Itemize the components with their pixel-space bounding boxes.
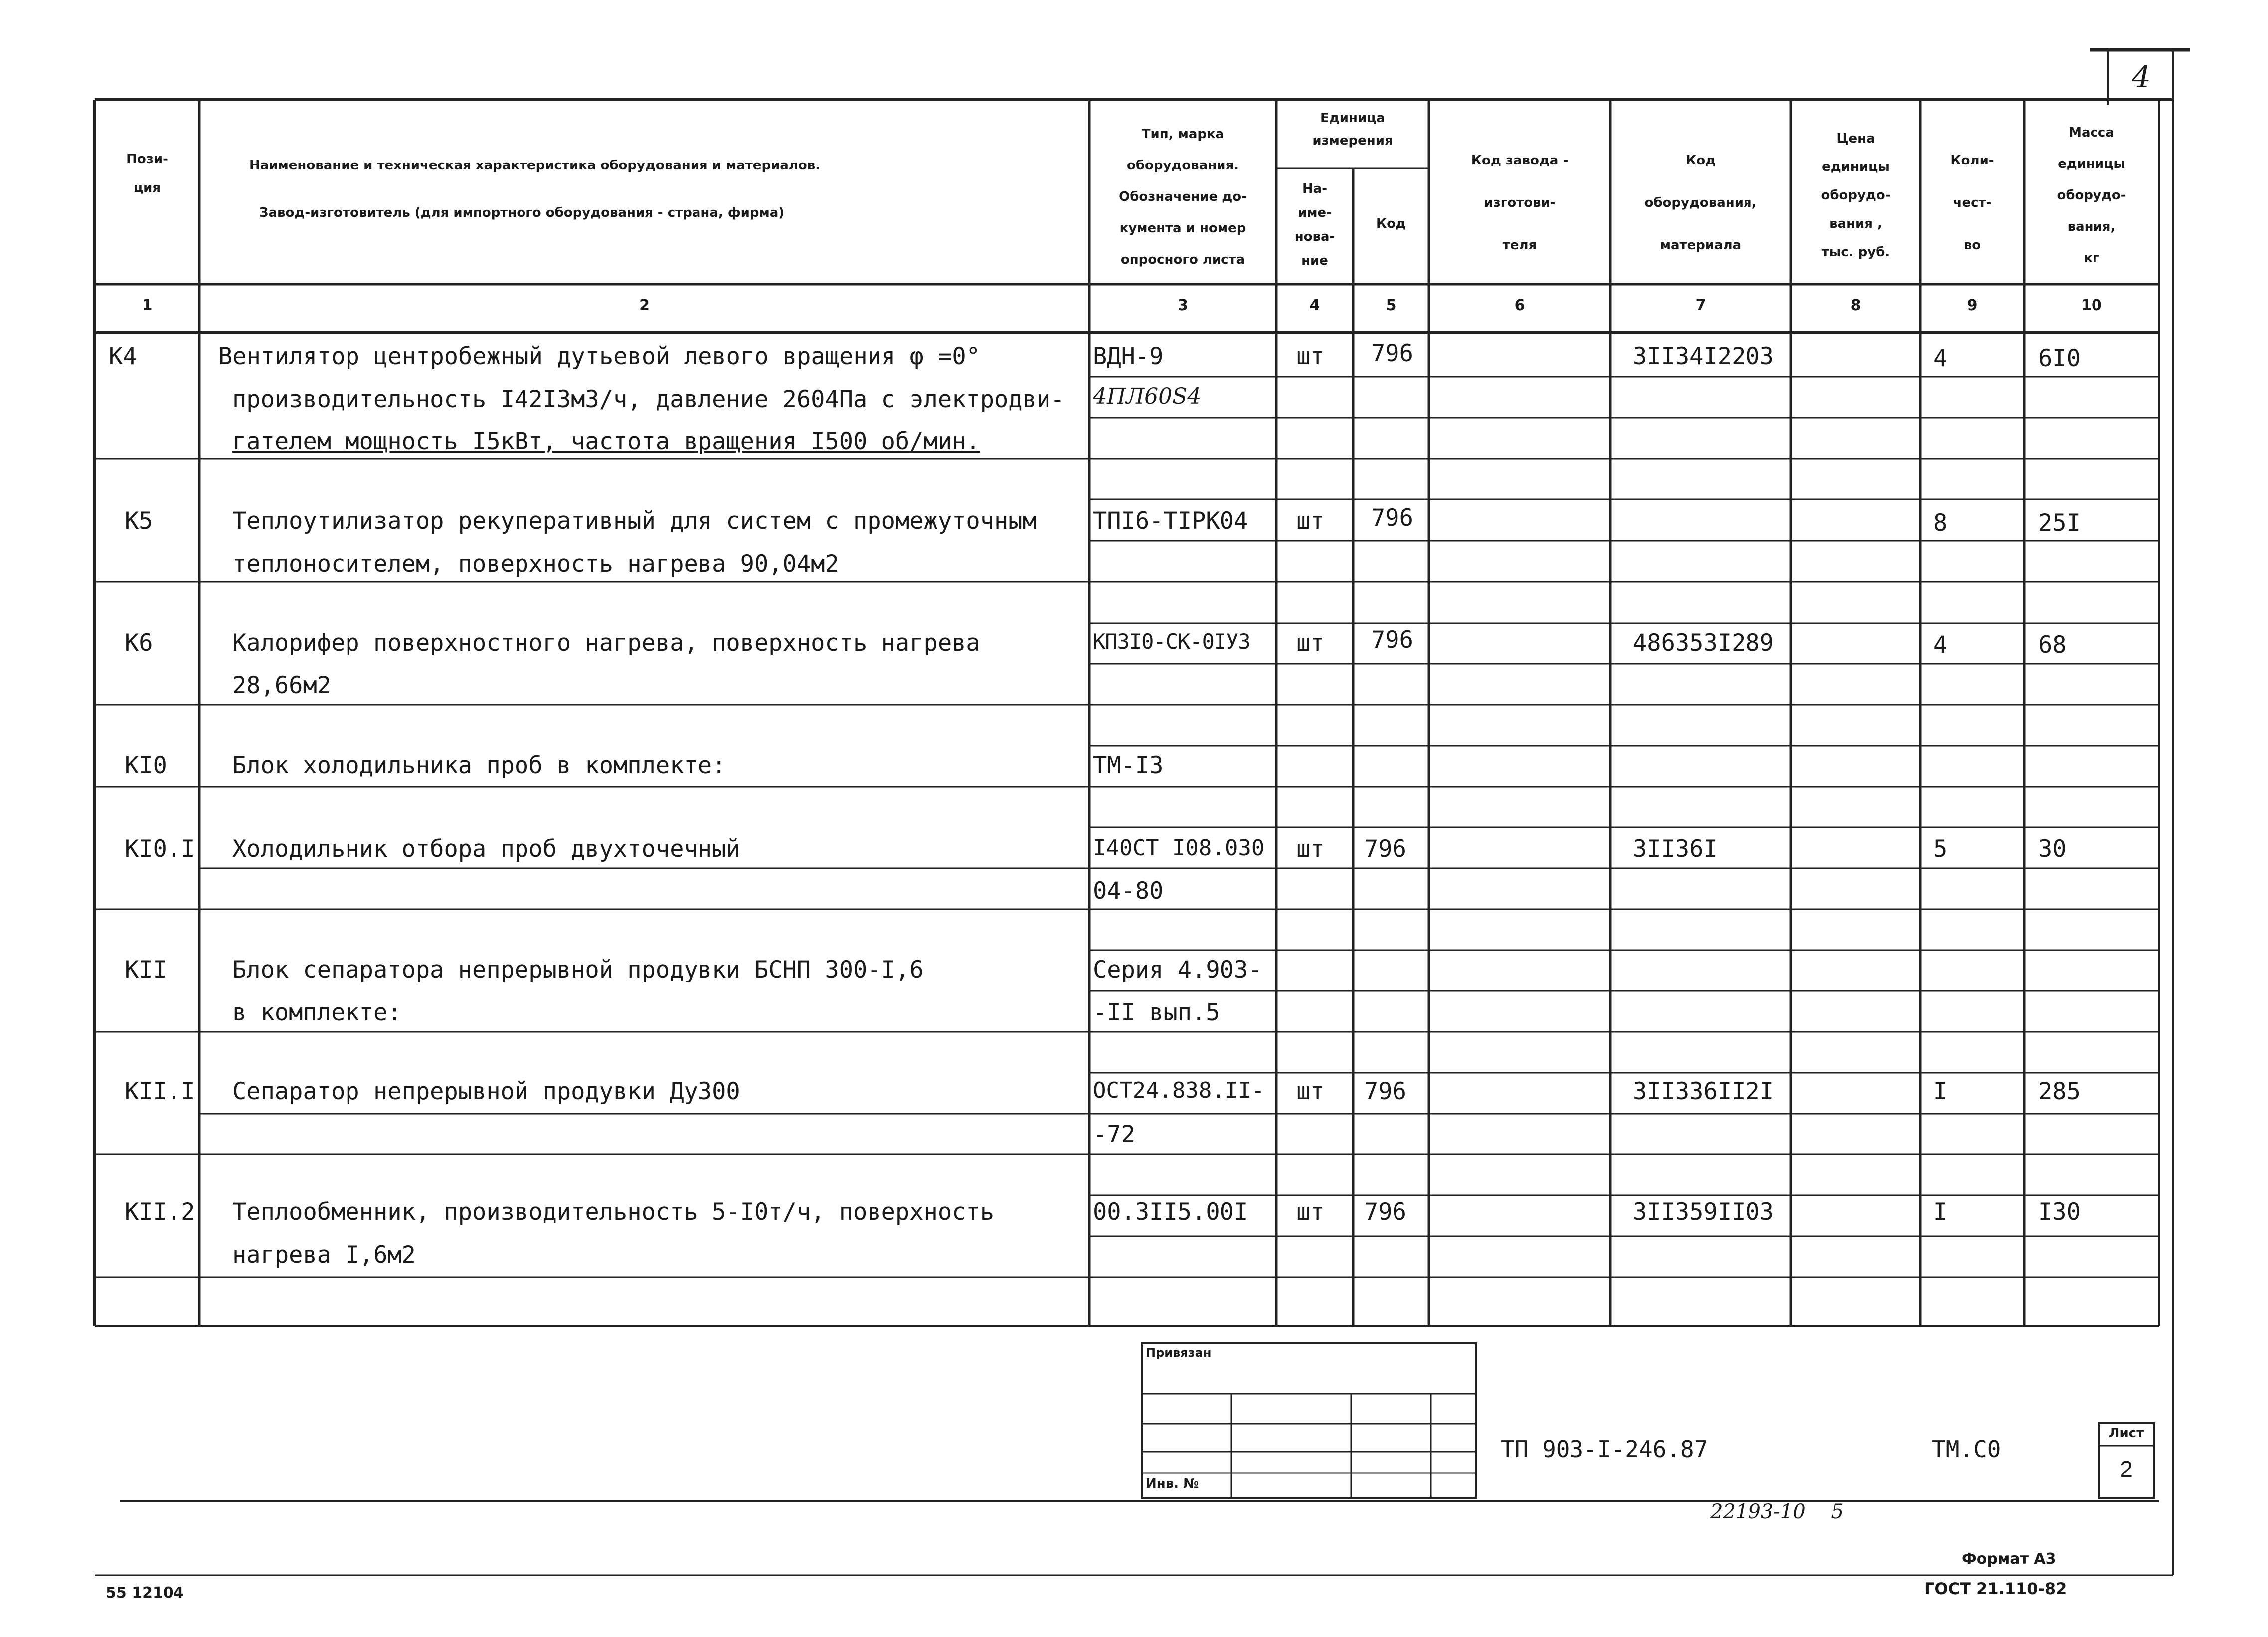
table-row-code: 796 [1371, 504, 1413, 532]
table-row-name: гателем мощность I5кВт, частота вращения I500 об/мин. [232, 428, 980, 455]
table-row-name: Холодильник отбора проб двухточечный [232, 835, 740, 863]
table-row-pos: К6 [125, 629, 153, 656]
table-row-equip-code: 3II36I [1633, 835, 1718, 863]
header-mass: Масса единицы оборудо- вания, кг [2057, 125, 2126, 266]
table-row-unit: шт [1296, 835, 1325, 863]
header-name: Наименование и техническая характеристика оборудования и материалов. Завод-изготовитель (для импортного оборудования - страна, фирма) [249, 158, 821, 220]
table-row-name: Сепаратор непрерывной продувки Ду300 [232, 1078, 740, 1105]
table-row-type: -II вып.5 [1093, 999, 1220, 1026]
table-row-equip-code: 486353I289 [1633, 629, 1774, 656]
table-row-code: 796 [1364, 835, 1406, 863]
handwritten-ref: 22193-10 5 [1710, 1500, 1844, 1523]
col-number: 7 [1695, 297, 1706, 314]
table-row-type: Серия 4.903- [1093, 956, 1262, 983]
table-row-type: 00.3II5.00I [1093, 1198, 1248, 1226]
format-label: Формат А3 [1962, 1550, 2056, 1568]
header-unit-group: Единица измерения [1312, 111, 1393, 148]
doc-code: ТМ.С0 [1932, 1436, 2001, 1463]
header-qty: Коли- чест- во [1950, 153, 1994, 253]
table-row-qty: 8 [1933, 509, 1948, 537]
table-row-equip-code: 3II359II03 [1633, 1198, 1774, 1226]
gost-label: ГОСТ 21.110-82 [1924, 1579, 2067, 1598]
table-row-name: нагрева I,6м2 [232, 1241, 416, 1269]
table-row-unit: шт [1296, 507, 1325, 535]
table-row-type: КПЗI0-СК-0IУЗ [1093, 629, 1250, 654]
table-row-type: I40СТ I08.030 [1093, 835, 1265, 861]
table-row-type: -72 [1093, 1121, 1135, 1148]
header-unit-code: Код [1376, 216, 1406, 231]
table-row-mass: 25I [2038, 509, 2081, 537]
header-price: Цена единицы оборудо- вания , тыс. руб. [1821, 131, 1891, 260]
header-unit-name: На- име- нова- ние [1294, 181, 1335, 268]
table-row-name: Теплоутилизатор рекуперативный для систем с промежуточным [232, 507, 1037, 535]
col-number: 1 [142, 297, 153, 314]
table-row-mass: I30 [2038, 1198, 2081, 1226]
table-row-name: Вентилятор центробежный дутьевой левого вращения φ =0° [218, 343, 981, 370]
table-row-type: ОСТ24.838.II- [1093, 1078, 1265, 1103]
col-number: 6 [1514, 297, 1525, 314]
table-row-equip-code: 3II336II2I [1633, 1078, 1774, 1105]
col-number: 4 [1309, 297, 1320, 314]
stamp-privyazan: Привязан [1146, 1346, 1212, 1360]
header-type: Тип, марка оборудования. Обозначение до- кумента и номер опросного листа [1119, 127, 1247, 267]
col-number: 2 [639, 297, 650, 314]
table-row-type: 04-80 [1093, 877, 1164, 905]
table-row-name: Блок сепаратора непрерывной продувки БСНП 300-I,6 [232, 956, 924, 983]
table-row-code: 796 [1371, 340, 1413, 367]
table-row-name: Блок холодильника проб в комплекте: [232, 752, 726, 779]
table-row-name: в комплекте: [232, 999, 402, 1026]
sheet-number: 2 [2120, 1456, 2133, 1482]
table-row-name: Теплообменник, производительность 5-I0т/ч, поверхность [232, 1198, 995, 1226]
table-row-code: 796 [1371, 626, 1413, 654]
table-row-name: производительность I42I3м3/ч, давление 2604Па с электродви- [232, 386, 1065, 413]
table-row-unit: шт [1296, 1078, 1325, 1105]
col-number: 10 [2081, 297, 2102, 314]
col-number: 5 [1386, 297, 1396, 314]
col-number: 3 [1178, 297, 1188, 314]
table-row-unit: шт [1296, 629, 1325, 656]
table-row-mass: 285 [2038, 1078, 2081, 1105]
table-row-code: 796 [1364, 1078, 1406, 1105]
table-row-name: 28,66м2 [232, 672, 332, 699]
table-row-mass: 6I0 [2038, 345, 2081, 372]
table-row-equip-code: 3II34I2203 [1633, 343, 1774, 370]
table-row-pos: К4 [109, 343, 137, 370]
table-row-name: теплоносителем, поверхность нагрева 90,04м2 [232, 550, 839, 578]
stamp-inv-number: Инв. № [1146, 1476, 1199, 1491]
col-number: 8 [1850, 297, 1861, 314]
table-row-type-handwritten: 4ПЛ60S4 [1093, 384, 1202, 409]
sheet-label: Лист [2108, 1426, 2144, 1441]
table-row-pos: КI0 [125, 752, 167, 779]
table-row-qty: 5 [1933, 835, 1948, 863]
table-row-pos: КII [125, 956, 167, 983]
col-number: 9 [1967, 297, 1978, 314]
table-row-type: ТМ-I3 [1093, 752, 1164, 779]
table-row-qty: I [1933, 1078, 1948, 1105]
table-row-pos: К5 [125, 507, 153, 535]
sheet-tab-number: 4 [2131, 60, 2151, 95]
table-row-code: 796 [1364, 1198, 1406, 1226]
table-row-unit: шт [1296, 343, 1325, 370]
doc-number: ТП 903-I-246.87 [1501, 1436, 1708, 1463]
table-row-qty: 4 [1933, 345, 1948, 372]
header-maker-code: Код завода - изготови- теля [1471, 153, 1569, 253]
header-equip-code: Код оборудования, материала [1644, 153, 1757, 253]
left-code: 55 12104 [106, 1584, 184, 1602]
table-row-name: Калорифер поверхностного нагрева, поверхность нагрева [232, 629, 980, 656]
table-row-qty: I [1933, 1198, 1948, 1226]
table-row-type: ТПI6-ТIРК04 [1093, 507, 1248, 535]
table-row-qty: 4 [1933, 631, 1948, 658]
table-row-pos: КII.I [125, 1078, 195, 1105]
table-row-pos: КI0.I [125, 835, 195, 863]
table-row-pos: КII.2 [125, 1198, 195, 1226]
table-row-mass: 68 [2038, 631, 2067, 658]
header-pos: Пози- ция [126, 152, 168, 195]
table-row-mass: 30 [2038, 835, 2067, 863]
table-row-type: ВДН-9 [1093, 343, 1164, 370]
table-row-unit: шт [1296, 1198, 1325, 1226]
